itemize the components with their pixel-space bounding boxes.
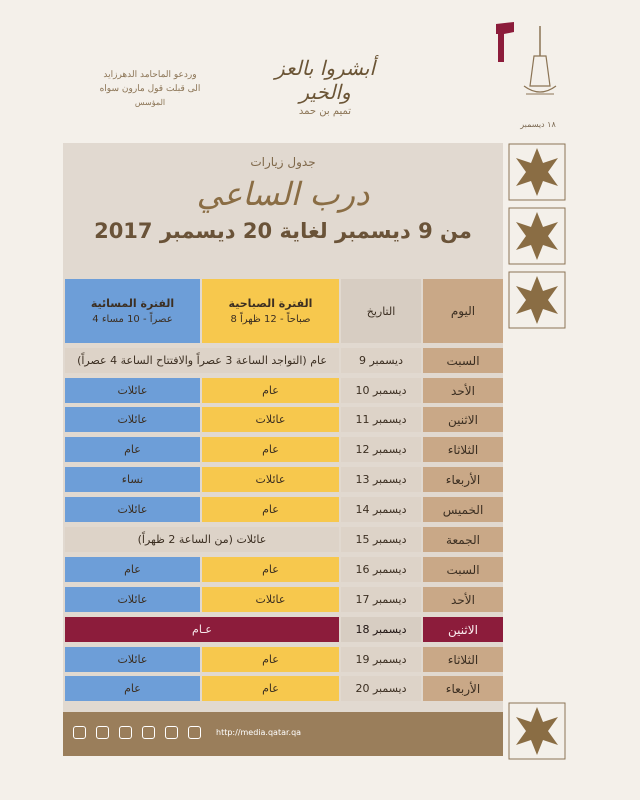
footer-bar: [63, 712, 503, 756]
row-morning: عام: [202, 497, 339, 522]
row-morning: عام: [202, 647, 339, 672]
motto-line2: تميم بن حمد: [298, 106, 352, 117]
website-link[interactable]: http://media.qatar.qa: [216, 728, 302, 737]
row-date: 20 ديسمبر: [341, 676, 421, 701]
table-row-highlight: [65, 617, 503, 642]
table-row: [65, 437, 503, 462]
row-evening: عام: [65, 676, 200, 701]
row-evening: عام: [65, 557, 200, 582]
row-note: عام (التواجد الساعة 3 عصراً والافتتاح الساعة 4 عصراً): [65, 348, 339, 373]
header-evening-time: 4 عصراً - 10 مساء: [92, 314, 173, 325]
twitter-icon[interactable]: [188, 726, 201, 739]
table-row: [65, 378, 503, 403]
star-ornament-icon: [508, 271, 566, 329]
row-date: 11 ديسمبر: [341, 407, 421, 432]
row-date: 15 ديسمبر: [341, 527, 421, 552]
row-date: 13 ديسمبر: [341, 467, 421, 492]
row-day: السبت: [423, 557, 503, 582]
table-row: [65, 348, 503, 373]
table-row: [65, 467, 503, 492]
row-date: 19 ديسمبر: [341, 647, 421, 672]
tower-icon: [520, 26, 560, 106]
row-date: 14 ديسمبر: [341, 497, 421, 522]
subtitle: جدول زيارات: [250, 155, 316, 169]
row-morning: عام: [202, 437, 339, 462]
youtube-icon[interactable]: [142, 726, 155, 739]
poem-line1: وردعو الماحامد الدهرزايد: [103, 70, 197, 80]
row-evening: عائلات: [65, 587, 200, 612]
facebook-icon[interactable]: [96, 726, 109, 739]
poem: [90, 70, 210, 107]
row-day: الثلاثاء: [423, 437, 503, 462]
row-note: عـام: [65, 617, 339, 642]
row-note: عائلات (من الساعة 2 ظهراً): [65, 527, 339, 552]
row-date: 16 ديسمبر: [341, 557, 421, 582]
row-evening: عائلات: [65, 497, 200, 522]
header-evening: [65, 279, 200, 343]
header-morning-time: 8 صباحاً - 12 ظهراً: [230, 314, 311, 325]
star-ornament-icon: [508, 207, 566, 265]
snapchat-icon[interactable]: [119, 726, 132, 739]
row-day: الاثنين: [423, 407, 503, 432]
header-date: التاريخ: [341, 279, 421, 343]
table-header: [65, 279, 503, 343]
motto: [250, 56, 400, 117]
flickr-icon[interactable]: [165, 726, 178, 739]
row-date: 18 ديسمبر: [341, 617, 421, 642]
row-day: الثلاثاء: [423, 647, 503, 672]
motto-line1: أبشروا بالعز والخير: [274, 56, 375, 104]
row-morning: عام: [202, 378, 339, 403]
table-row: [65, 676, 503, 701]
row-morning: عام: [202, 557, 339, 582]
star-ornament-icon: [508, 143, 566, 201]
date-badge: ١٨ ديسمبر: [520, 120, 556, 129]
row-day: الخميس: [423, 497, 503, 522]
row-morning: عائلات: [202, 407, 339, 432]
header-day: اليوم: [423, 279, 503, 343]
table-row: [65, 527, 503, 552]
row-evening: عام: [65, 437, 200, 462]
row-day: الأحد: [423, 587, 503, 612]
poem-line3: المؤسس: [134, 98, 166, 107]
row-day: الأربعاء: [423, 676, 503, 701]
row-morning: عام: [202, 676, 339, 701]
row-date: 10 ديسمبر: [341, 378, 421, 403]
row-evening: عائلات: [65, 647, 200, 672]
header-evening-label: الفترة المسائية: [90, 297, 175, 310]
row-day: الأربعاء: [423, 467, 503, 492]
table-row: [65, 647, 503, 672]
row-day: السبت: [423, 348, 503, 373]
table-row: [65, 557, 503, 582]
instagram-icon[interactable]: [73, 726, 86, 739]
poem-line2: الى قبلت قول مارون سواه: [99, 84, 201, 94]
header-morning: [202, 279, 339, 343]
main-title: درب الساعي: [196, 175, 370, 213]
row-morning: عائلات: [202, 467, 339, 492]
row-date: 17 ديسمبر: [341, 587, 421, 612]
row-date: 12 ديسمبر: [341, 437, 421, 462]
title-block: [63, 143, 503, 243]
row-day: الاثنين: [423, 617, 503, 642]
row-evening: عائلات: [65, 407, 200, 432]
table-row: [65, 407, 503, 432]
header-morning-label: الفترة الصباحية: [228, 297, 313, 310]
row-day: الجمعة: [423, 527, 503, 552]
row-morning: عائلات: [202, 587, 339, 612]
row-date: 9 ديسمبر: [341, 348, 421, 373]
star-ornament-icon: [508, 702, 566, 760]
row-day: الأحد: [423, 378, 503, 403]
row-evening: عائلات: [65, 378, 200, 403]
national-day-logo: [494, 20, 564, 129]
table-row: [65, 497, 503, 522]
row-evening: نساء: [65, 467, 200, 492]
flag-icon: [494, 20, 518, 64]
date-range: من 9 ديسمبر لغاية 20 ديسمبر 2017: [94, 219, 472, 243]
table-row: [65, 587, 503, 612]
